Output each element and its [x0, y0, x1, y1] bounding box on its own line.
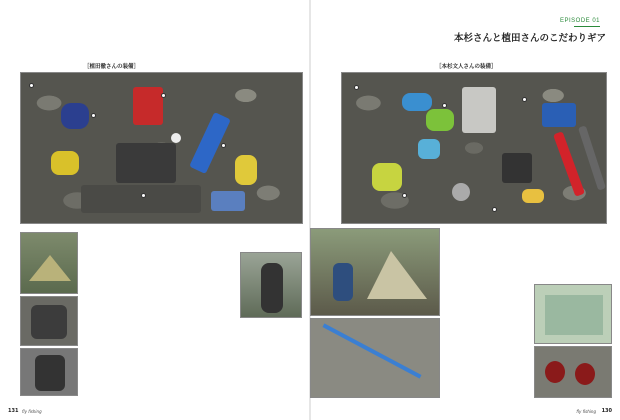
yellow-cup	[522, 189, 544, 203]
publication-name-right: fly fishing	[576, 408, 596, 414]
page-number-left: 131	[8, 408, 19, 414]
blue-stuffsack	[402, 93, 432, 111]
pack-contents-photo	[20, 296, 78, 346]
right-gear-photo	[341, 72, 607, 224]
cups-photo	[534, 346, 612, 398]
white-cup	[171, 133, 181, 143]
red-backpack	[133, 87, 163, 125]
right-page	[310, 0, 620, 420]
episode-label: EPISODE 01	[559, 18, 600, 24]
backpack-photo	[20, 348, 78, 396]
pointer-marker	[161, 93, 166, 98]
page-number-right: 130	[601, 408, 612, 414]
small-items-row	[81, 185, 201, 213]
left-gear-list	[84, 230, 234, 400]
yellow-stuffsack	[51, 151, 79, 175]
pointer-marker	[141, 193, 146, 198]
map-photo	[534, 284, 612, 344]
dark-gear-item	[502, 153, 532, 183]
article-title: 本杉さんと植田さんのこだわりギア	[453, 33, 606, 44]
pointer-marker	[221, 143, 226, 148]
hiker-photo	[240, 252, 302, 318]
light-blue-sack	[418, 139, 440, 159]
pointer-marker	[522, 97, 527, 102]
blue-drybag	[542, 103, 576, 127]
right-section-label: ［本杉文人さんの装備］	[436, 64, 497, 70]
green-stuffsack	[426, 109, 454, 131]
pointer-marker	[29, 83, 34, 88]
left-section-label: ［植田徹さんの装備］	[84, 64, 140, 70]
dark-gear-pile	[116, 143, 176, 183]
cooking-pot	[452, 183, 470, 201]
episode-underline	[574, 26, 600, 27]
campsite-photo	[310, 228, 440, 316]
blue-item	[211, 191, 245, 211]
left-gear-photo	[20, 72, 303, 224]
pointer-marker	[354, 85, 359, 90]
pointer-marker	[402, 193, 407, 198]
tent-photo	[20, 232, 78, 294]
fishing-rods-photo	[310, 318, 440, 398]
publication-name-left: fly fishing	[22, 408, 42, 414]
lime-bag	[372, 163, 402, 191]
pointer-marker	[91, 113, 96, 118]
right-column-2	[534, 230, 612, 280]
pointer-marker	[442, 103, 447, 108]
pointer-marker	[492, 207, 497, 212]
grey-backpack	[462, 87, 496, 133]
blue-sleeping-bag	[61, 103, 89, 129]
yellow-bag	[235, 155, 257, 185]
right-gear-list	[446, 230, 530, 400]
